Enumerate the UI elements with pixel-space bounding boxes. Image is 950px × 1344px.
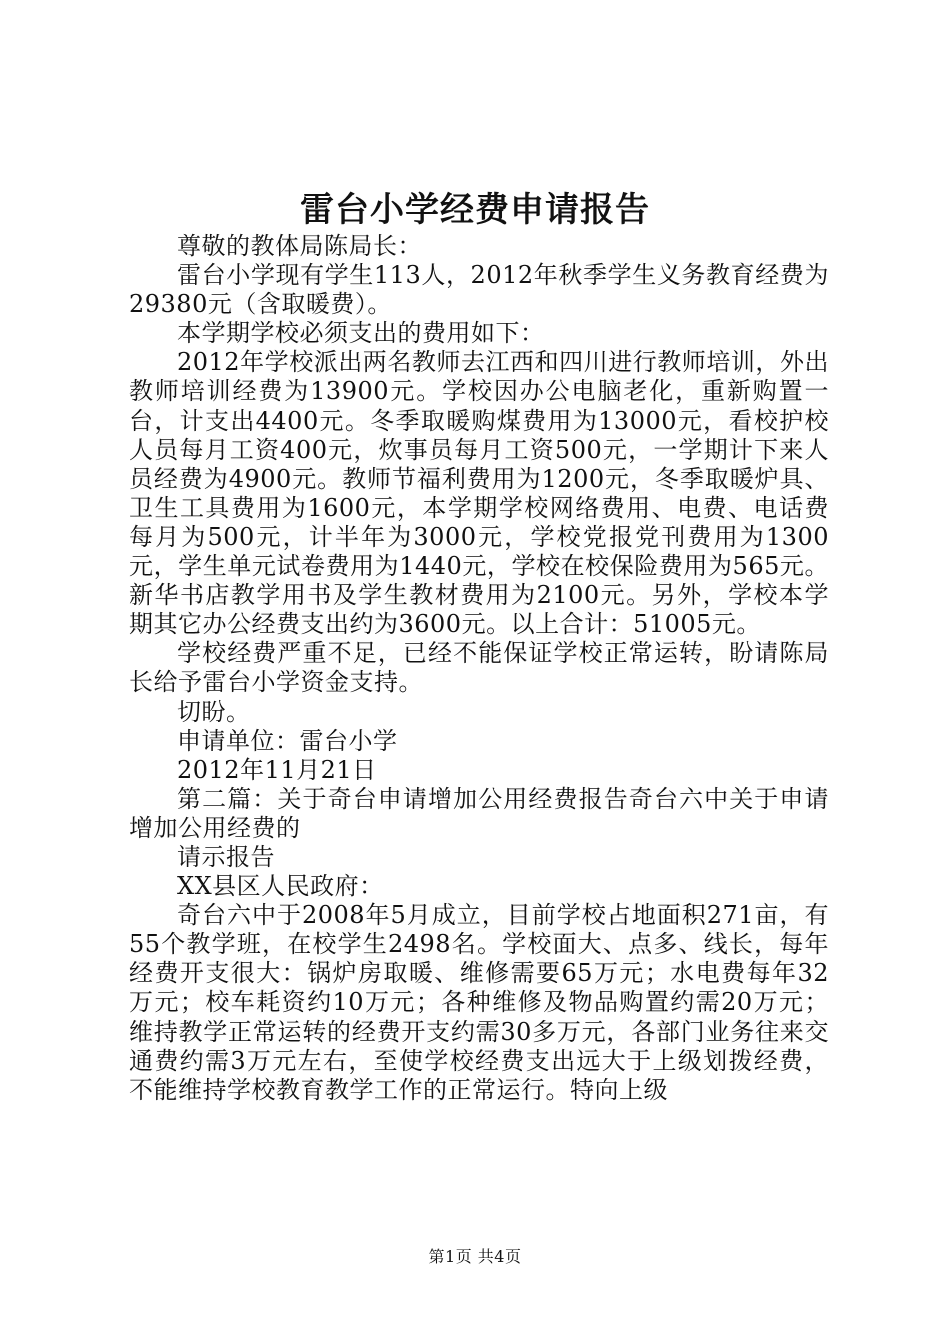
paragraph-addressee: XX县区人民政府： bbox=[177, 872, 384, 901]
paragraph-applicant: 申请单位：雷台小学 bbox=[177, 726, 398, 755]
document-body bbox=[129, 232, 829, 1105]
paragraph-funding-request: 学校经费严重不足，已经不能保证学校正常运转，盼请陈局长给予雷台小学资金支持。 bbox=[129, 639, 829, 697]
paragraph-second-title: 第二篇：关于奇台申请增加公用经费报告奇台六中关于申请增加公用经费的 bbox=[129, 784, 829, 842]
paragraph-expenses-detail: 2012年学校派出两名教师去江西和四川进行教师培训，外出教师培训经费为13900元。学校因办公电脑老化，重新购置一台，计支出4400元。冬季取暖购煤费用为13000元，看校护校人员每月工资400元，炊事员每月工资500元，一学期计下来人员经费为4900元。教师节福利费用为1200元，冬季取暖炉具、卫生工具费用为1600元，本学期学校网络费用、电费、电话费每月为500元，计半年为3000元，学校党报党刊费用为1300元，学生单元试卷费用为1440元，学校在校保险费用为565元。新华书店教学用书及学生教材费用为2100元。另外，学校本学期其它办公经费支出约为3600元。以上合计：51005元。 bbox=[129, 348, 829, 639]
paragraph-salutation: 尊敬的教体局陈局长： bbox=[177, 232, 422, 260]
paragraph-school-situation: 奇台六中于2008年5月成立，目前学校占地面积271亩，有55个教学班，在校学生2498名。学校面大、点多、线长，每年经费开支很大：锅炉房取暖、维修需要65万元；水电费每年32万元；校车耗资约10万元；各种维修及物品购置约需20万元；维持教学正常运转的经费开支约需30多万元，各部门业务往来交通费约需3万元左右，至使学校经费支出远大于上级划拨经费，不能维持学校教育教学工作的正常运行。特向上级 bbox=[129, 901, 829, 1104]
paragraph-report-label: 请示报告 bbox=[177, 842, 275, 871]
document-title: 雷台小学经费申请报告 bbox=[300, 190, 650, 230]
paragraph-date: 2012年11月21日 bbox=[177, 755, 377, 784]
paragraph-expenses-intro: 本学期学校必须支出的费用如下： bbox=[177, 319, 545, 348]
paragraph-closing: 切盼。 bbox=[177, 697, 251, 726]
page-footer: 第1页 共4页 bbox=[428, 1247, 522, 1266]
paragraph-student-funding: 雷台小学现有学生113人，2012年秋季学生义务教育经费为29380元（含取暖费）。 bbox=[129, 261, 829, 319]
